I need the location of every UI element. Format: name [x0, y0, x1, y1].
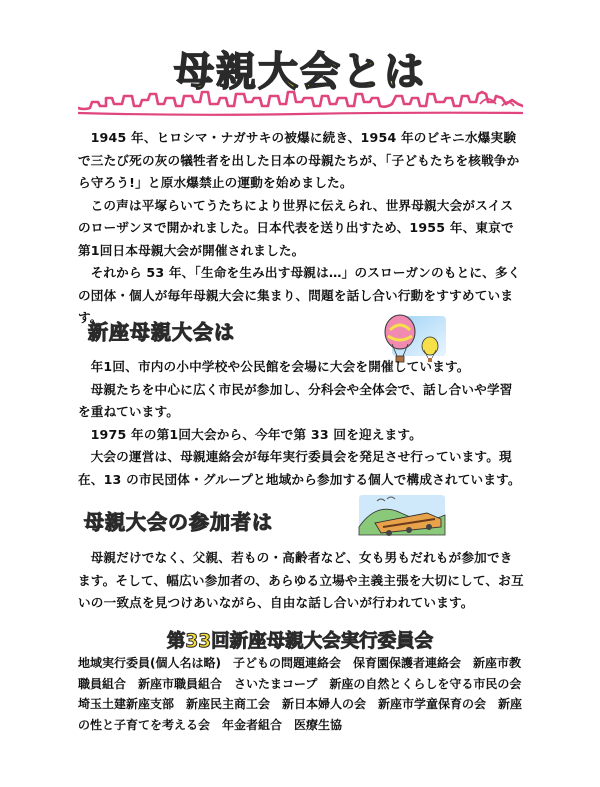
intro-paragraph-3: それから 53 年、「生命を生み出す母親は…」のスローガンのもとに、多くの団体・個人が毎年母親大会に集まり、問題を話し合い行動をすすめています。 — [78, 265, 521, 325]
niiza-paragraph-2: 母親たちを中心に広く市民が参加し、分科会や全体会で、話し合いや学習を重ねています。 — [78, 381, 513, 419]
niiza-paragraph-1: 年1回、市内の小中学校や公民館を会場に大会を開催しています。 — [90, 359, 470, 374]
train-landscape-icon — [357, 493, 447, 539]
niiza-text — [78, 356, 524, 491]
page-title: 母親大会とは — [174, 49, 426, 95]
committee-heading: 第33回新座母親大会実行委員会 — [166, 631, 434, 652]
intro-text — [78, 127, 524, 330]
participants-paragraph-1: 母親だけでなく、父親、若もの・高齢者など、女も男もだれもが参加できます。そして、幅広い参加者の、あらゆる立場や主義主張を大切にして、お互いの一致点を見つけあいながら、自由な話し合いが行われています。 — [78, 550, 524, 610]
intro-paragraph-2: この声は平塚らいてうたちにより世界に伝えられ、世界母親大会がスイスのローザンヌで開かれました。日本代表を送り出すため、1955 年、東京で第1回日本母親大会が開催されました。 — [78, 197, 514, 258]
niiza-heading: 新座母親大会は — [88, 320, 235, 344]
participants-heading: 母親大会の参加者は — [84, 510, 273, 534]
participants-text — [78, 547, 524, 615]
niiza-paragraph-3: 1975 年の第1回大会から、今年で第 33 回を迎えます。 — [90, 426, 422, 442]
city-skyline-icon — [78, 86, 523, 120]
niiza-paragraph-4: 大会の運営は、母親連絡会が毎年実行委員会を発足させ行っています。現在、13 の市民団体・グループと地域から参加する個人で構成されています。 — [78, 449, 521, 487]
intro-paragraph-1: 1945 年、ヒロシマ・ナガサキの被爆に続き、1954 年のビキニ水爆実験で三たび死の灰の犠牲者を出した日本の母親たちが、「子どもたちを核戦争から守ろう!」と原水爆禁止の運動を始めました。 — [78, 130, 520, 190]
committee-members: 地域実行委員(個人名は略) 子どもの問題連絡会 保育園保護者連絡会 新座市教職員組合 新座市職員組合 さいたまコープ 新座の自然とくらしを守る市民の会 埼玉土建新座支部 新座民主商工会 新日本婦人の会 新座市学童保育の会 新座の性と子育てを考える会 年金者組合 医療生協 — [78, 656, 534, 732]
